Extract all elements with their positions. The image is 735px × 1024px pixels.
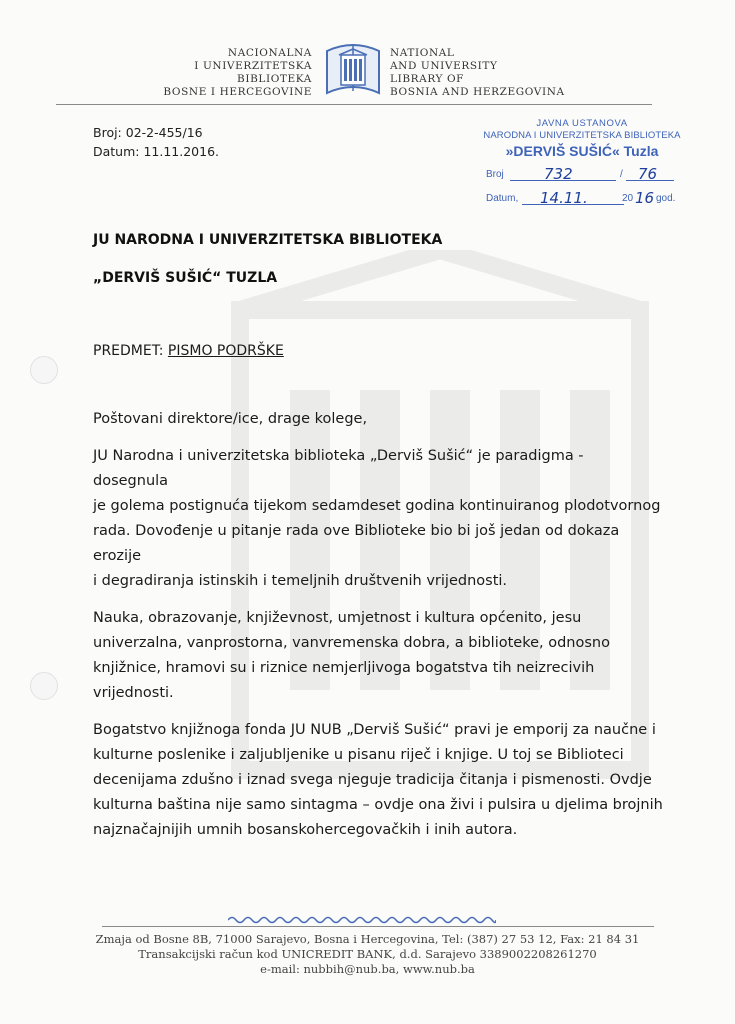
- footer-bank: Transakcijski račun kod UNICREDIT BANK, d.d. Sarajevo 3389002208261270: [138, 947, 597, 961]
- body-line: Nauka, obrazovanje, književnost, umjetnost i kultura općenito, jesu: [93, 610, 582, 626]
- subject-line: [93, 343, 284, 359]
- reference-number: Broj: 02-2-455/16: [93, 125, 203, 140]
- body-line: knjižnice, hramovi su i riznice nemjerljivoga bogatstva tih neizrecivih: [93, 660, 595, 676]
- reference-date: Datum: 11.11.2016.: [93, 144, 220, 159]
- punch-hole: [30, 356, 58, 384]
- stamp-date-label: Datum,: [486, 193, 519, 204]
- letterhead-line: I UNIVERZITETSKA: [194, 60, 312, 72]
- body-paragraph: [93, 718, 663, 843]
- stamp-slash: /: [620, 169, 623, 180]
- addressee-line-1: JU NARODNA I UNIVERZITETSKA BIBLIOTEKA: [93, 232, 443, 248]
- body-line: je golema postignuća tijekom sedamdeset godina kontinuiranog plodotvornog: [93, 498, 661, 514]
- letterhead-line: NATIONAL: [390, 47, 455, 59]
- letterhead-divider: [56, 104, 652, 105]
- stamp-date-value: 14.11.: [540, 189, 588, 207]
- stamp-date-row: [482, 184, 682, 208]
- letterhead-line: BOSNE I HERCEGOVINE: [163, 86, 312, 98]
- letterhead-line: BIBLIOTEKA: [237, 73, 312, 85]
- body-line: kulturna baština nije samo sintagma – ovdje ona živi i pulsira u djelima brojnih: [93, 797, 663, 813]
- letterhead-line: AND UNIVERSITY: [390, 60, 498, 72]
- stamp-year-prefix: 20: [622, 193, 634, 204]
- letterhead-line: NACIONALNA: [227, 47, 312, 59]
- reference-block: [93, 123, 219, 161]
- stamp-number-value: 732: [544, 165, 573, 183]
- footer: [60, 932, 675, 977]
- stamp-number-suffix: 76: [638, 165, 658, 183]
- addressee-line-2: „DERVIŠ SUŠIĆ“ TUZLA: [93, 270, 278, 286]
- body-line: univerzalna, vanprostorna, vanvremenska dobra, a biblioteke, odnosno: [93, 635, 610, 651]
- body-line: JU Narodna i univerzitetska biblioteka „Derviš Sušić“ je paradigma - dosegnula: [93, 448, 584, 489]
- letterhead-left-text: [150, 47, 312, 99]
- salutation: Poštovani direktore/ice, drage kolege,: [93, 411, 368, 427]
- stamp-line-3: »DERVIŠ SUŠIĆ« Tuzla: [505, 143, 659, 159]
- body-line: rada. Dovođenje u pitanje rada ove Biblioteke bio bi još jedan od dokaza erozije: [93, 523, 620, 564]
- body-line: Bogatstvo knjižnoga fonda JU NUB „Derviš Sušić“ pravi je emporij za naučne i: [93, 722, 656, 738]
- wave-ornament-icon: [228, 915, 496, 925]
- footer-address: Zmaja od Bosne 8B, 71000 Sarajevo, Bosna i Hercegovina, Tel: (387) 27 53 12, Fax: 21 84 31: [95, 932, 640, 946]
- punch-hole: [30, 672, 58, 700]
- stamp-god-label: god.: [656, 193, 676, 204]
- body-line: vrijednosti.: [93, 685, 174, 701]
- body-line: i degradiranja istinskih i temeljnih društvenih vrijednosti.: [93, 573, 508, 589]
- stamp-line-1: JAVNA USTANOVA: [536, 118, 628, 129]
- stamp-number-row: [482, 160, 682, 184]
- stamp-line-2: NARODNA I UNIVERZITETSKA BIBLIOTEKA: [483, 130, 681, 141]
- body-paragraph: [93, 444, 663, 594]
- library-logo-icon: [323, 41, 383, 99]
- subject-text: PISMO PODRŠKE: [167, 343, 284, 359]
- stamp-number-label: Broj: [486, 169, 504, 180]
- letterhead-line: LIBRARY OF: [390, 73, 465, 85]
- body-line: kulturne poslenike i zaljubljenike u pisanu riječ i knjige. U toj se Biblioteci: [93, 747, 624, 763]
- letterhead-line: BOSNIA AND HERZEGOVINA: [390, 86, 565, 98]
- body-paragraph: [93, 606, 663, 706]
- body-line: decenijama zdušno i iznad svega njeguje tradicija čitanja i pismenosti. Ovdje: [93, 772, 652, 788]
- stamp-year-line: [618, 204, 624, 205]
- letterhead-right-text: [390, 47, 590, 99]
- registry-stamp: [482, 118, 682, 208]
- body-line: najznačajnijih umnih bosanskohercegovačkih i inih autora.: [93, 822, 518, 838]
- footer-divider: [102, 926, 654, 927]
- footer-contact: e-mail: nubbih@nub.ba, www.nub.ba: [260, 962, 475, 976]
- stamp-year-value: 16: [635, 189, 655, 207]
- letter-body: [93, 407, 663, 855]
- subject-label: PREDMET:: [93, 343, 164, 359]
